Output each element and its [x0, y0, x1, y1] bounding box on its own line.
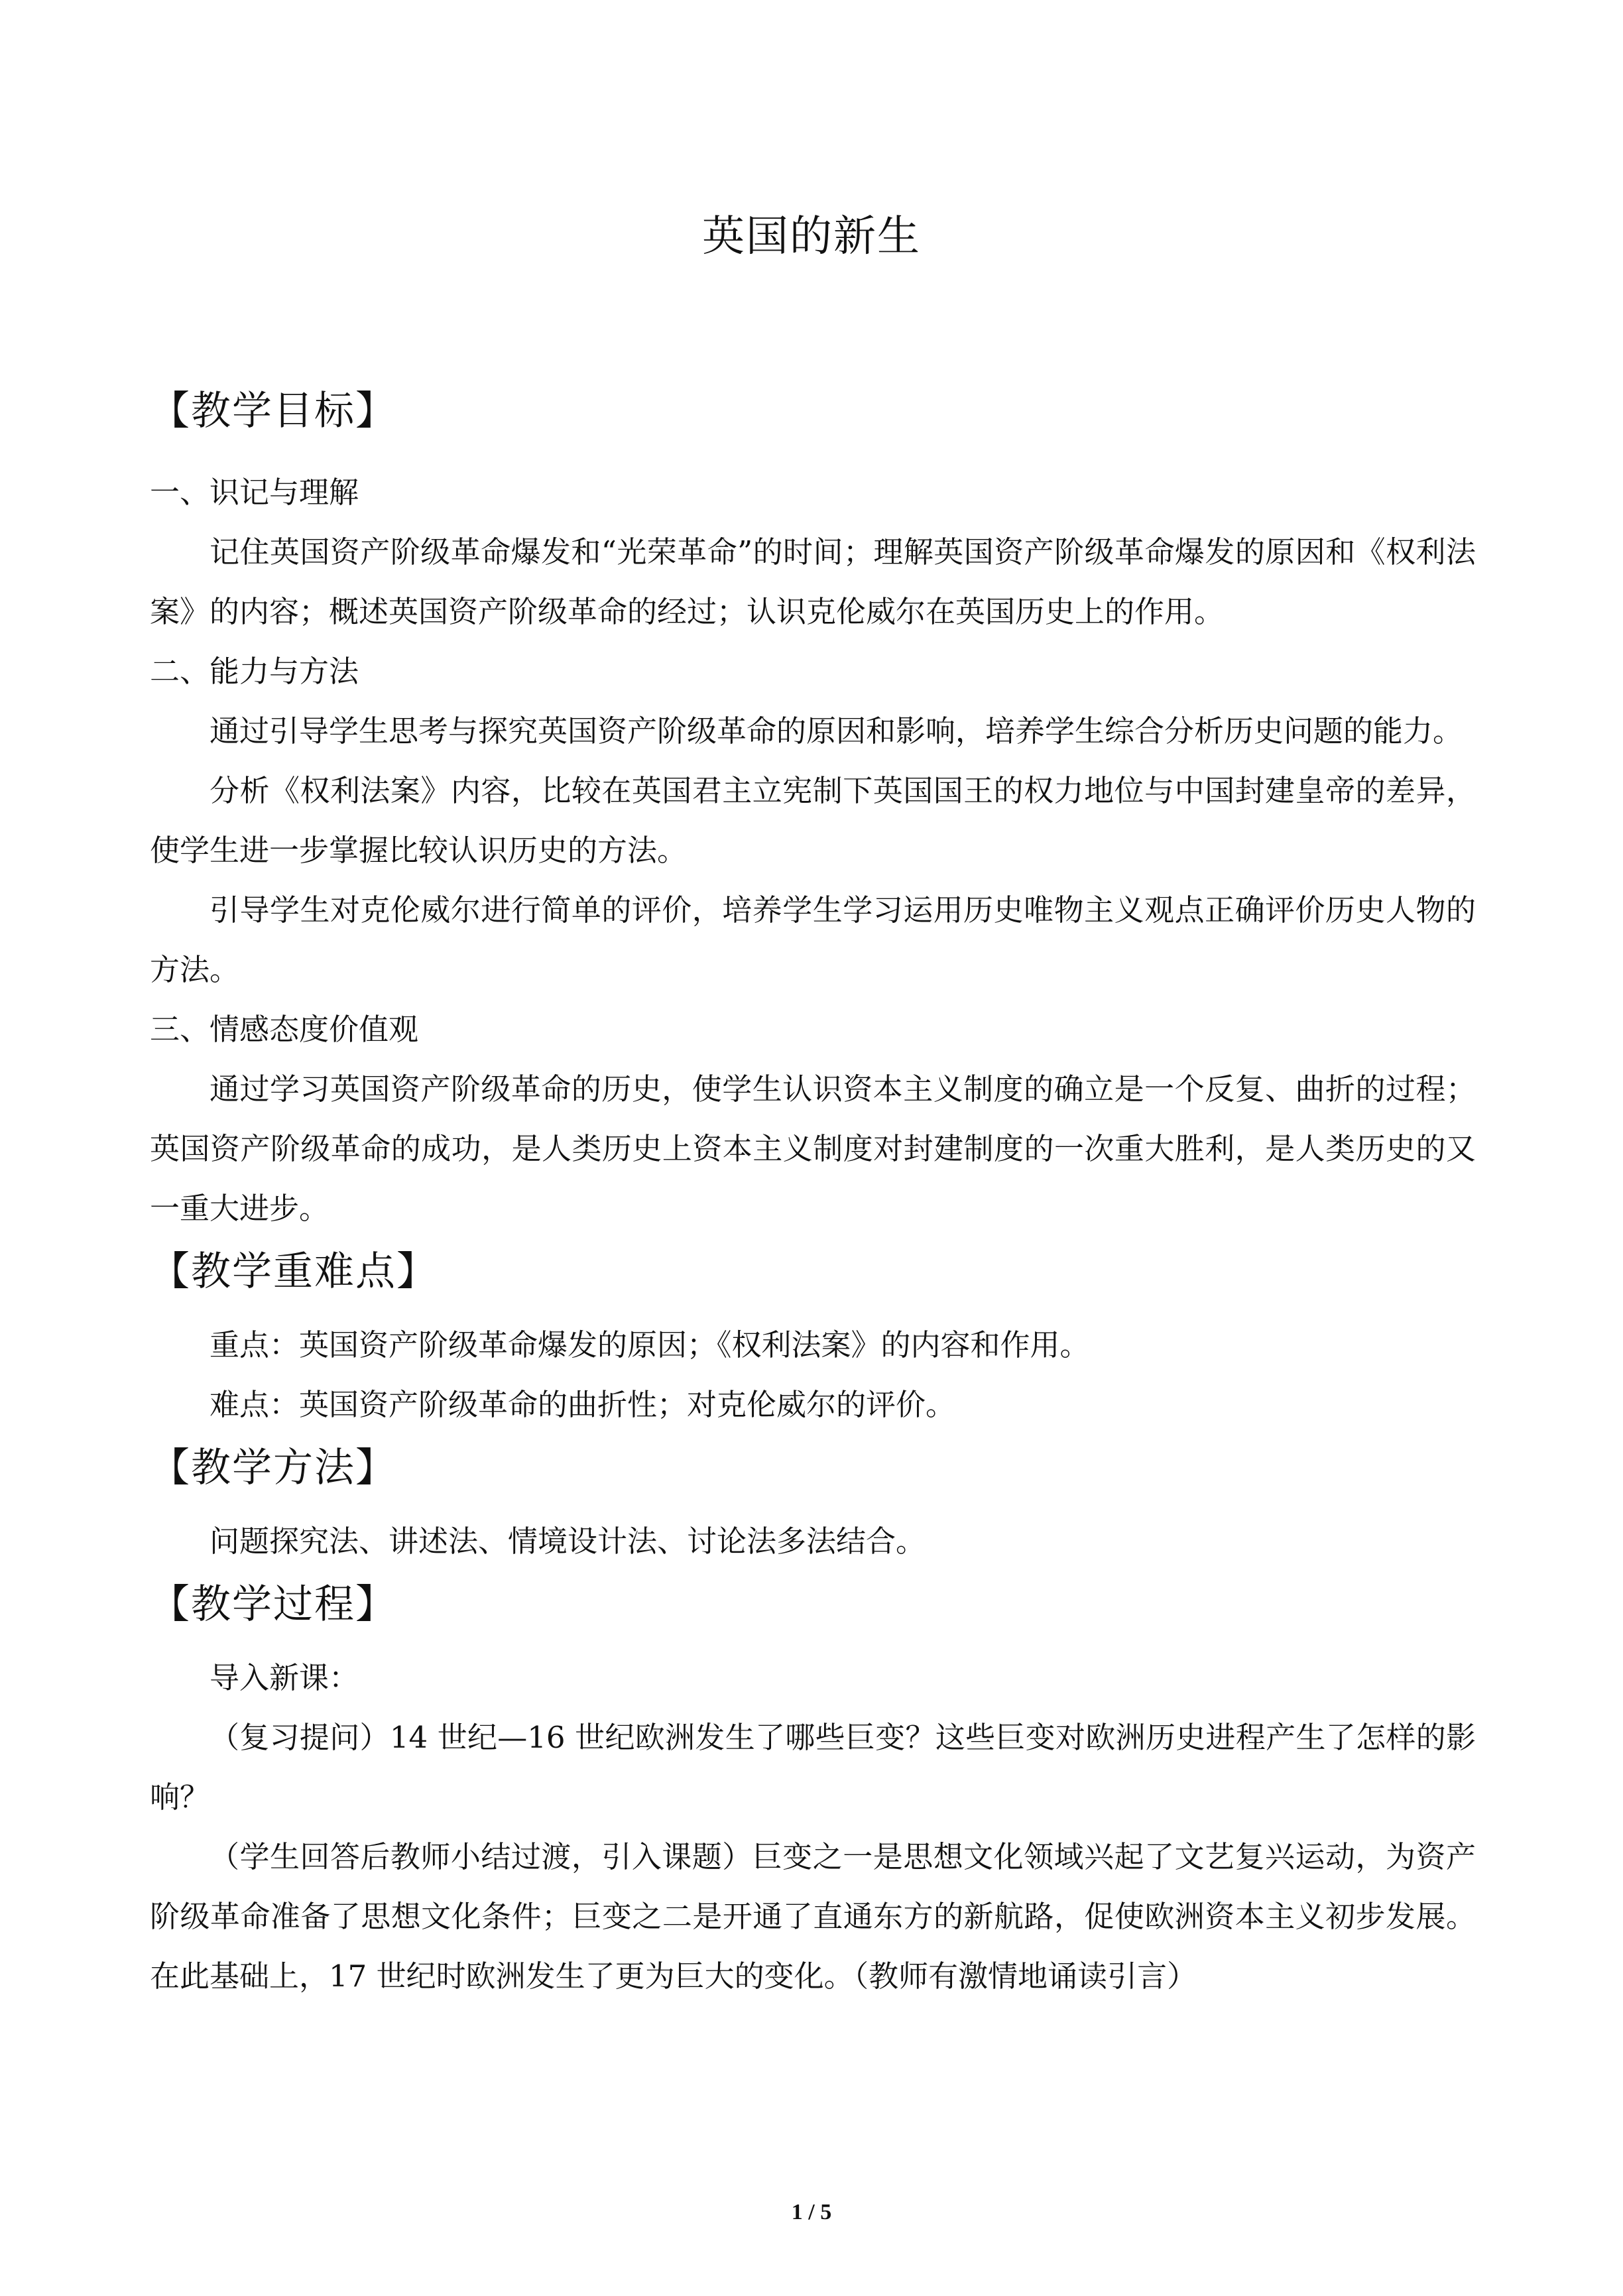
- goals-part3-heading: 三、情感态度价值观: [150, 1012, 419, 1047]
- key-point-text: 重点：英国资产阶级革命爆发的原因；《权利法案》的内容和作用。: [210, 1327, 1090, 1362]
- section-heading-key-points: 【教学重难点】: [150, 1248, 438, 1295]
- goals-part2-heading: 二、能力与方法: [150, 654, 359, 689]
- goals-part1-heading: 一、识记与理解: [150, 475, 359, 510]
- page-number: 1 / 5: [791, 2200, 832, 2224]
- process-review: （复习提问）14 世纪—16 世纪欧洲发生了哪些巨变？这些巨变对欧洲历史进程产生了怎样的影响？: [150, 1720, 1476, 1815]
- section-heading-methods: 【教学方法】: [150, 1445, 396, 1491]
- document-title: 英国的新生: [702, 212, 921, 261]
- goals-part2-text3: 引导学生对克伦威尔进行简单的评价，培养学生学习运用历史唯物主义观点正确评价历史人物的方法。: [150, 892, 1476, 987]
- document-body: [150, 378, 1476, 2006]
- process-intro: 导入新课：: [210, 1660, 359, 1695]
- goals-part3-text: 通过学习英国资产阶级革命的历史，使学生认识资本主义制度的确立是一个反复、曲折的过程；英国资产阶级革命的成功，是人类历史上资本主义制度对封建制度的一次重大胜利，是人类历史的又一重大进步。: [150, 1071, 1476, 1226]
- goals-part2-text2: 分析《权利法案》内容，比较在英国君主立宪制下英国国王的权力地位与中国封建皇帝的差异，使学生进一步掌握比较认识历史的方法。: [150, 773, 1476, 868]
- process-transition: （学生回答后教师小结过渡，引入课题）巨变之一是思想文化领域兴起了文艺复兴运动，为资产阶级革命准备了思想文化条件；巨变之二是开通了直通东方的新航路，促使欧洲资本主义初步发展。在此基础上，17 世纪时欧洲发生了更为巨大的变化。（教师有激情地诵读引言）: [150, 1839, 1476, 1994]
- section-heading-process: 【教学过程】: [150, 1581, 396, 1628]
- difficult-point-text: 难点：英国资产阶级革命的曲折性；对克伦威尔的评价。: [210, 1387, 956, 1422]
- methods-text: 问题探究法、讲述法、情境设计法、讨论法多法结合。: [210, 1524, 926, 1559]
- section-heading-goals: 【教学目标】: [150, 388, 396, 434]
- goals-part1-text: 记住英国资产阶级革命爆发和“光荣革命”的时间；理解英国资产阶级革命爆发的原因和《权利法案》的内容；概述英国资产阶级革命的经过；认识克伦威尔在英国历史上的作用。: [150, 534, 1476, 629]
- goals-part2-text1: 通过引导学生思考与探究英国资产阶级革命的原因和影响，培养学生综合分析历史问题的能力。: [210, 713, 1463, 749]
